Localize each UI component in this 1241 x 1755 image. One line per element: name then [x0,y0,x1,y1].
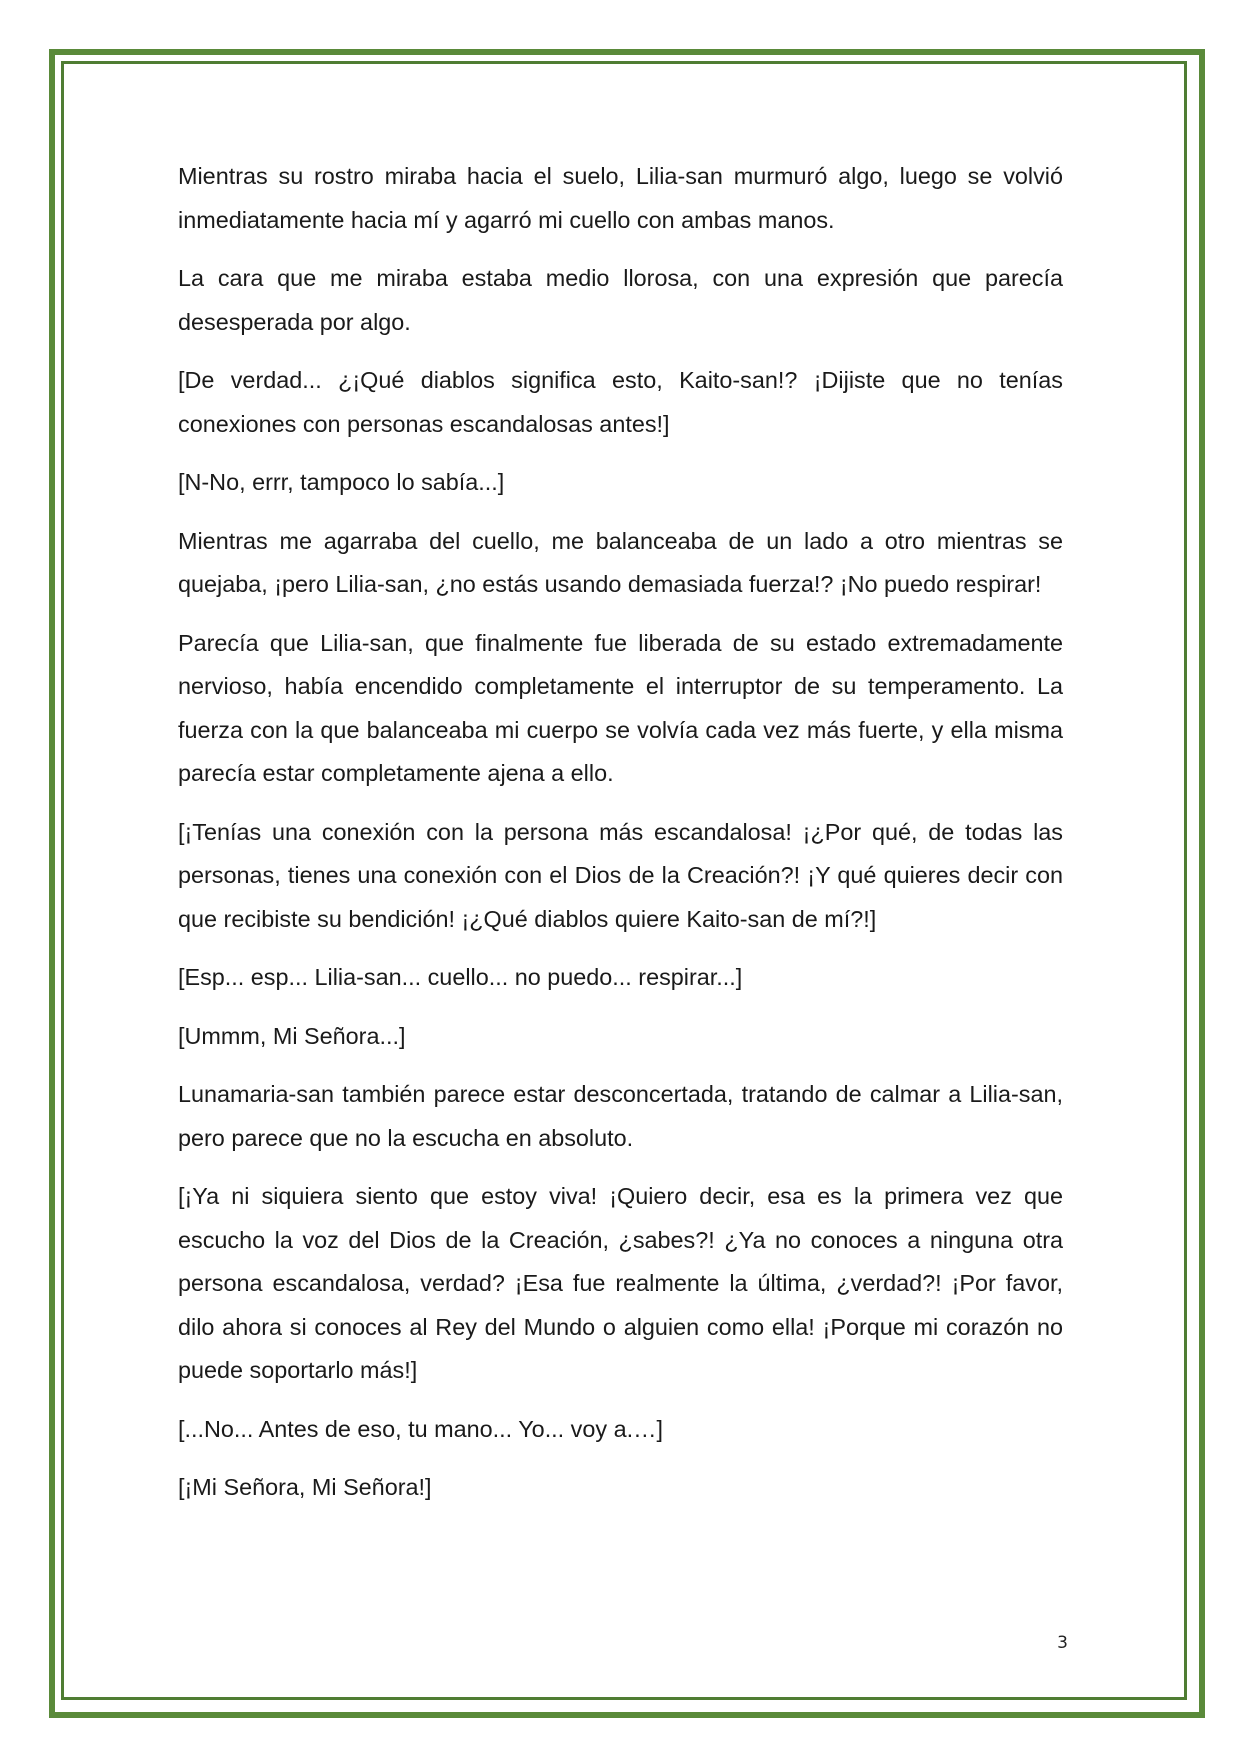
paragraph-6: Parecía que Lilia-san, que finalmente fue liberada de su estado extremadamente nervioso, había encendido completamente el interruptor de su temperamento. La fuerza con la que balanceaba mi cuerpo se volvía cada vez más fuerte, y ella misma parecía estar completamente ajena a ello. [178,629,1063,786]
document-body [178,155,1063,1525]
paragraph-8: [Esp... esp... Lilia-san... cuello... no puedo... respirar...] [178,964,743,990]
paragraph-11: [¡Ya ni siquiera siento que estoy viva! ¡Quiero decir, esa es la primera vez que escucho la voz del Dios de la Creación, ¿sabes?! ¿Ya no conoces a ninguna otra persona escandalosa, verdad? ¡Esa fue realmente la última, ¿verdad?! ¡Por favor, dilo ahora si conoces al Rey del Mundo o alguien como ella! ¡Porque mi corazón no puede soportarlo más!] [178,1183,1063,1383]
paragraph-7: [¡Tenías una conexión con la persona más escandalosa! ¡¿Por qué, de todas las personas, tienes una conexión con el Dios de la Creación?! ¡Y qué quieres decir con que recibiste su bendición! ¡¿Qué diablos quiere Kaito-san de mí?!] [178,818,1063,932]
paragraph-12: [...No... Antes de eso, tu mano... Yo... voy a.…] [178,1415,663,1442]
paragraph-1: Mientras su rostro miraba hacia el suelo, Lilia-san murmuró algo, luego se volvió inmediatamente hacia mí y agarró mi cuello con ambas manos. [178,163,1063,233]
paragraph-10: Lunamaria-san también parece estar desconcertada, tratando de calmar a Lilia-san, pero parece que no la escucha en absoluto. [178,1081,1063,1151]
paragraph-2: La cara que me miraba estaba medio llorosa, con una expresión que parecía desesperada por algo. [178,265,1063,335]
paragraph-4: [N-No, errr, tampoco lo sabía...] [178,469,505,495]
paragraph-13: [¡Mi Señora, Mi Señora!] [178,1474,432,1500]
paragraph-9: [Ummm, Mi Señora...] [178,1022,406,1049]
paragraph-3: [De verdad... ¿¡Qué diablos significa esto, Kaito-san!? ¡Dijiste que no tenías conexiones con personas escandalosas antes!] [178,367,1063,437]
page-number: 3 [1057,1633,1068,1653]
paragraph-5: Mientras me agarraba del cuello, me balanceaba de un lado a otro mientras se quejaba, ¡pero Lilia-san, ¿no estás usando demasiada fuerza!? ¡No puedo respirar! [178,527,1063,597]
